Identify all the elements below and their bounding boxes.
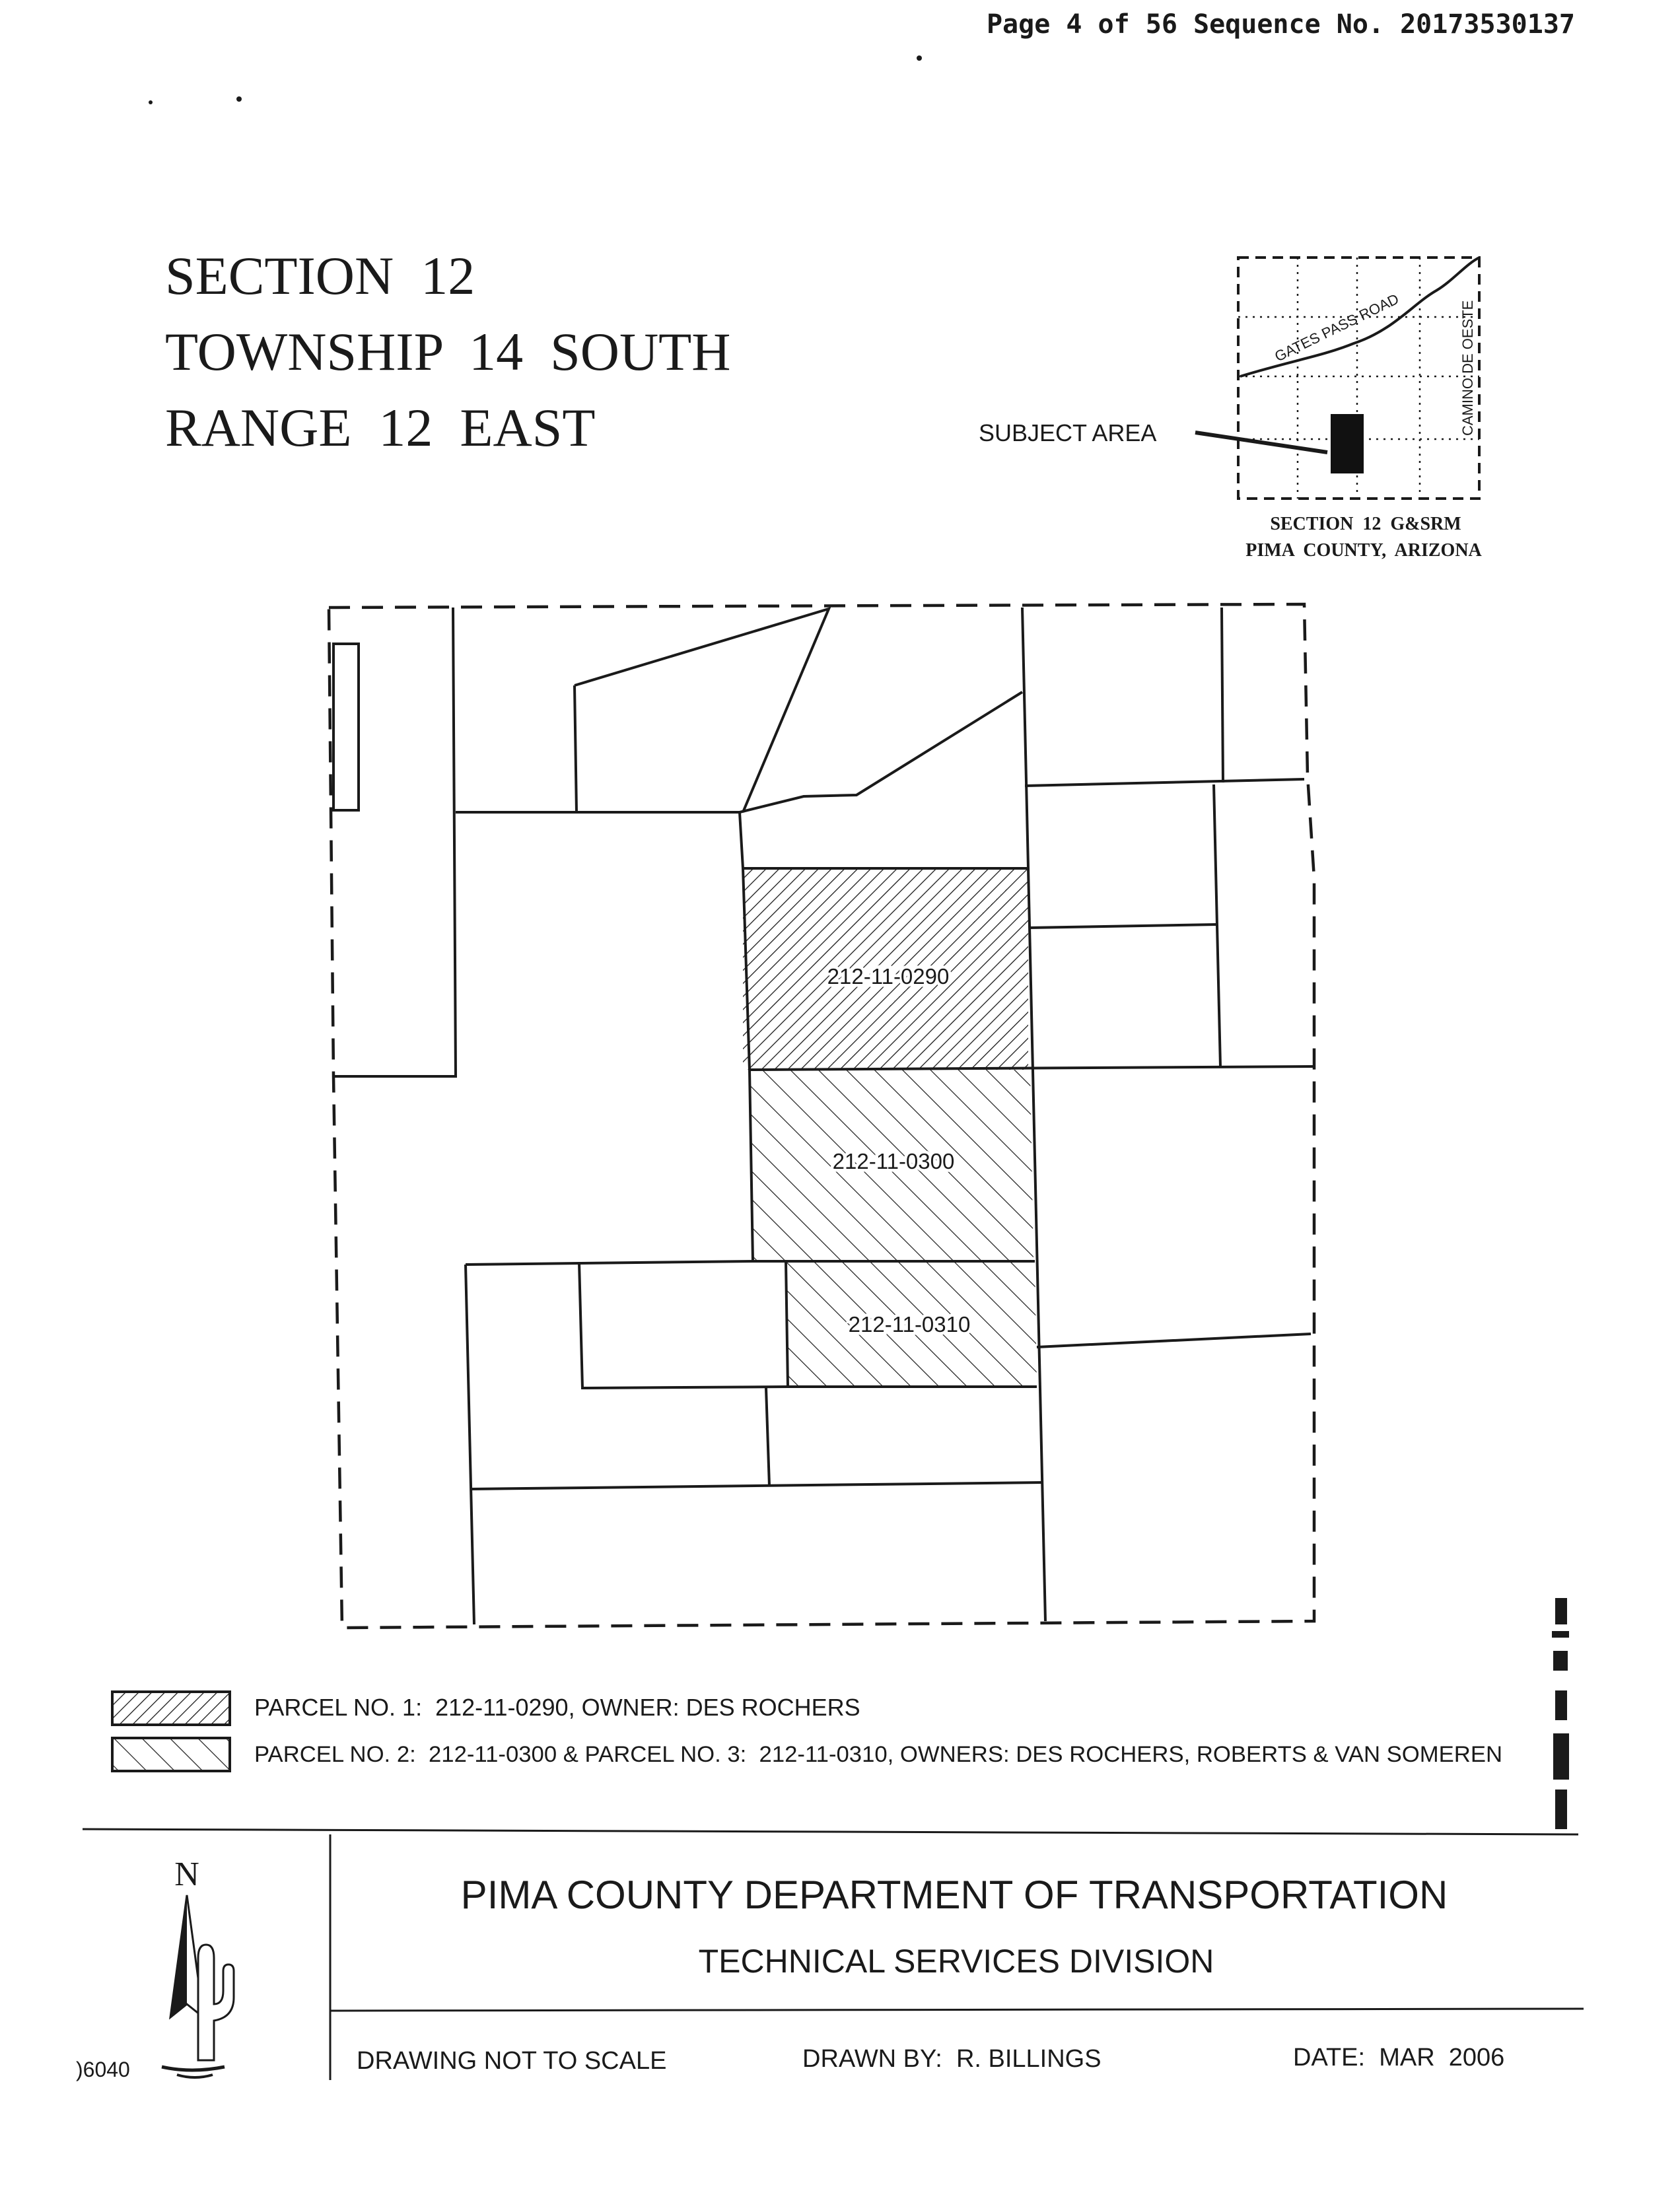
subject-area-marker (1331, 414, 1364, 473)
locator-map (979, 258, 1483, 561)
subject-area-label: SUBJECT AREA (979, 419, 1157, 446)
department-name: PIMA COUNTY DEPARTMENT OF TRANSPORTATION (460, 1873, 1448, 1917)
scale-note: DRAWING NOT TO SCALE (357, 2047, 667, 2075)
title-section: SECTION 12 (165, 246, 475, 306)
locator-caption-1: SECTION 12 G&SRM (1270, 514, 1461, 534)
north-label: N (174, 1856, 199, 1893)
title-block-mid-rule (330, 2009, 1584, 2011)
subject-area-leader (1195, 433, 1327, 452)
scan-stamp-artifact (1552, 1598, 1569, 1829)
title-range: RANGE 12 EAST (165, 398, 596, 458)
legend-item-1: PARCEL NO. 1: 212-11-0290, OWNER: DES ROCHERS (254, 1694, 860, 1721)
title-township: TOWNSHIP 14 SOUTH (165, 322, 731, 382)
drawing-number: )6040 (76, 2058, 130, 2081)
legend (112, 1692, 1502, 1771)
scan-speck (149, 100, 153, 104)
legend-swatch-slash (112, 1738, 230, 1771)
drawing-date: DATE: MAR 2006 (1293, 2044, 1505, 2071)
gates-pass-road-label: GATES PASS ROAD (1272, 290, 1402, 365)
camino-de-oeste-label: CAMINO DE OESTE (1459, 300, 1476, 436)
legend-swatch-dense (112, 1692, 230, 1725)
scan-speck (917, 55, 922, 61)
scan-speck (236, 96, 242, 102)
parcel-map (329, 604, 1314, 1628)
title-block-top-rule (83, 1829, 1578, 1834)
parcel-label-0300: 212-11-0300 (832, 1149, 955, 1173)
legend-item-2: PARCEL NO. 2: 212-11-0300 & PARCEL NO. 3: 212-11-0310, OWNERS: DES ROCHERS, ROBERTS & VAN SOMEREN (254, 1742, 1502, 1767)
parcel-label-0310: 212-11-0310 (848, 1312, 971, 1337)
north-arrow-cactus-icon (162, 1895, 234, 2077)
locator-caption-2: PIMA COUNTY, ARIZONA (1245, 540, 1482, 561)
page-header: Page 4 of 56 Sequence No. 20173530137 (986, 9, 1575, 40)
parcel-label-0290: 212-11-0290 (827, 964, 950, 989)
title-block (76, 1829, 1584, 2081)
division-name: TECHNICAL SERVICES DIVISION (698, 1943, 1214, 1980)
drawn-by: DRAWN BY: R. BILLINGS (802, 2045, 1102, 2073)
